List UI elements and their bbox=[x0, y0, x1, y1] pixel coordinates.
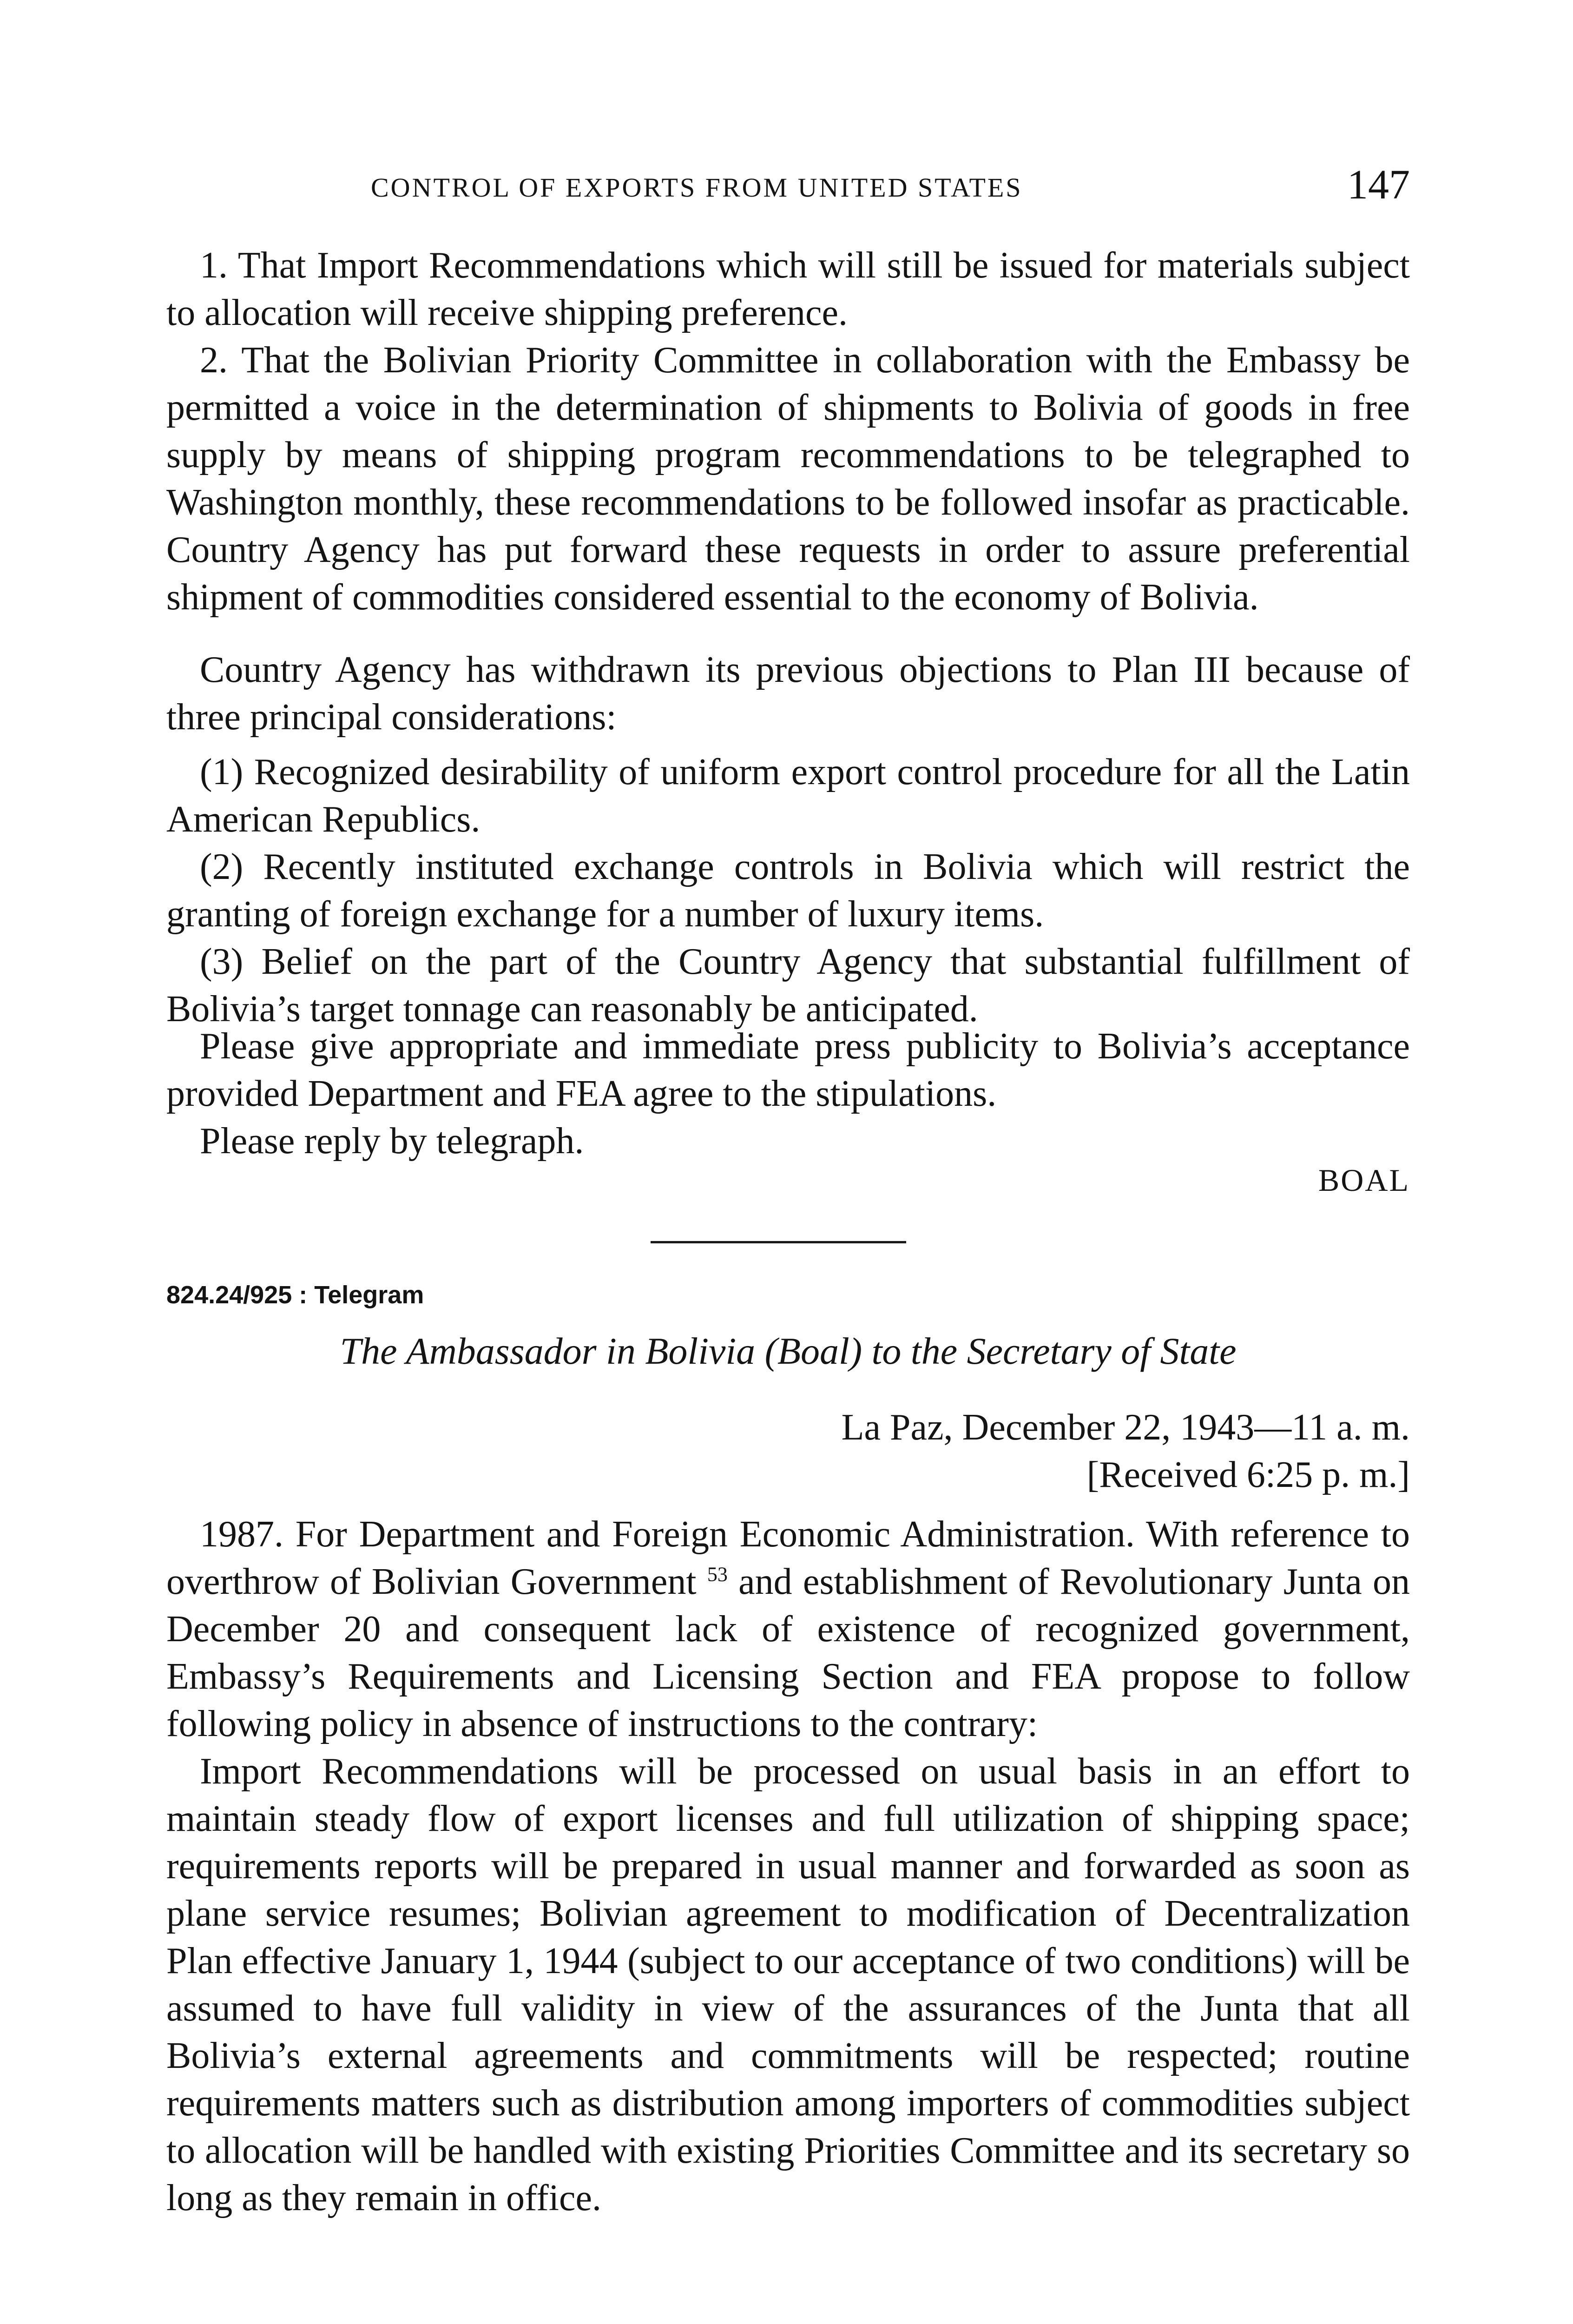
file-number: 824.24/925 : Telegram bbox=[166, 1281, 424, 1309]
consideration-1: (1) Recognized desirability of uniform export control procedure for all the Latin American Republics. bbox=[166, 752, 1410, 840]
section-divider bbox=[651, 1241, 906, 1243]
page-header bbox=[166, 153, 1410, 209]
withdrawal-section bbox=[166, 646, 1410, 741]
intro-points bbox=[166, 242, 1410, 621]
telegram-paragraph-1-start: 1987. For Department and Foreign Economic Administration. With reference to overthrow of Bolivian Government bbox=[166, 1514, 1410, 1602]
point-1: 1. That Import Recommendations which will still be issued for materials subject to allocation will receive shipping preference. bbox=[166, 245, 1410, 333]
telegram-paragraph-1 bbox=[166, 1511, 1410, 1748]
considerations-list bbox=[166, 748, 1410, 1033]
running-head: CONTROL OF EXPORTS FROM UNITED STATES bbox=[371, 172, 1023, 203]
publicity-paragraph: Please give appropriate and immediate press publicity to Bolivia’s acceptance provided Department and FEA agree to the stipulations. bbox=[166, 1026, 1410, 1114]
signature: BOAL bbox=[1318, 1162, 1410, 1198]
signature-block bbox=[166, 1162, 1410, 1213]
telegram-title: The Ambassador in Bolivia (Boal) to the Secretary of State bbox=[340, 1330, 1237, 1372]
withdrawal-paragraph: Country Agency has withdrawn its previous objections to Plan III because of three principal considerations: bbox=[166, 649, 1410, 738]
footnote-reference: 53 bbox=[707, 1563, 728, 1586]
point-2: 2. That the Bolivian Priority Committee in collaboration with the Embassy be permitted a voice in the determination of shipments to Bolivia of goods in free supply by means of shipping program recommendations to be telegraphed to Washington monthly, these recommendations to be followed insofar as practicable. Country Agency has put forward these requests in order to assure preferential shipment of commodities considered essential to the economy of Bolivia. bbox=[166, 340, 1410, 618]
consideration-3: (3) Belief on the part of the Country Agency that substantial fulfillment of Bolivia’s target tonnage can reasonably be anticipated. bbox=[166, 941, 1410, 1030]
reply-paragraph: Please reply by telegraph. bbox=[200, 1121, 584, 1162]
consideration-2: (2) Recently instituted exchange controls in Bolivia which will restrict the granting of foreign exchange for a number of luxury items. bbox=[166, 846, 1410, 935]
telegram-paragraph-1-end: and establishment of Revolutionary Junta on December 20 and consequent lack of existence of recognized government, Embassy’s Requirements and Licensing Section and FEA propose to follow following policy in absence of instructions to the contrary: bbox=[166, 1561, 1410, 1744]
closing-section bbox=[166, 1023, 1410, 1165]
received-time: [Received 6:25 p. m.] bbox=[1086, 1454, 1410, 1495]
dateline bbox=[842, 1404, 1410, 1499]
telegram-paragraph-2: Import Recommendations will be processed on usual basis in an effort to maintain steady flow of export licenses and full utilization of shipping space; requirements reports will be prepared in usual manner and forwarded as soon as plane service resumes; Bolivian agreement to modification of Decentralization Plan effective January 1, 1944 (subject to our acceptance of two conditions) will be assumed to have full validity in view of the assurances of the Junta that all Bolivia’s external agreements and commitments will be respected; routine requirements matters such as distribution among importers of commodities subject to allocation will be handled with existing Priorities Committee and its secretary so long as they remain in office. bbox=[166, 1751, 1410, 2218]
page-number: 147 bbox=[1347, 162, 1410, 208]
dateline-place-date: La Paz, December 22, 1943—11 a. m. bbox=[841, 1407, 1410, 1448]
telegram-body bbox=[166, 1511, 1410, 2222]
